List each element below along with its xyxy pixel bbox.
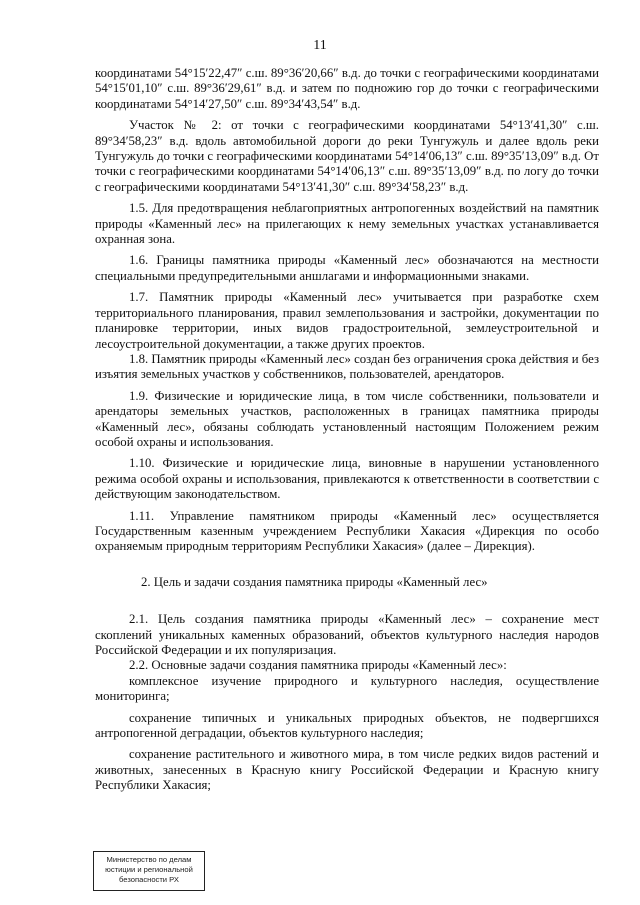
paragraph-1-9: 1.9. Физические и юридические лица, в том числе собственники, пользователи и арендаторы земельных участков, расположенных в границах памятника природы «Каменный лес», обязаны соблюдать установленный настоящим Положением режим особой охраны и использования. bbox=[95, 388, 599, 449]
paragraph-boundary-continuation: координатами 54°15′22,47″ с.ш. 89°36′20,66″ в.д. до точки с географическими координатами 54°15′01,10″ с.ш. 89°36′29,61″ в.д. и затем по подножию гор до точки с географическими координатами 54°14′27,50″ с.ш. 89°34′43,54″ в.д. bbox=[95, 66, 599, 111]
paragraph-plot-2: Участок № 2: от точки с географическими координатами 54°13′41,30″ с.ш. 89°34′58,23″ в.д. вдоль автомобильной дороги до реки Тунгужуль и далее вдоль реки Тунгужуль до точки с географическими координатами 54°14′06,13″ с.ш. 89°35′13,09″ в.д. От точки с географическими координатами 54°14′06,13″ с.ш. 89°35′13,09″ в.д. по логу до точки с географическими координатами 54°13′41,30″ с.ш. 89°34′58,23″ в.д. bbox=[95, 118, 599, 194]
task-item: сохранение типичных и уникальных природных объектов, не подвергшихся антропогенной деградации, объектов культурного наследия; bbox=[95, 710, 599, 741]
ministry-stamp bbox=[93, 851, 205, 891]
stamp-line: Министерство по делам bbox=[106, 855, 192, 864]
task-item: сохранение растительного и животного мира, в том числе редких видов растений и животных, занесенных в Красную книгу Российской Федерации и Красную книгу Республики Хакасия; bbox=[95, 747, 599, 793]
paragraph-1-10: 1.10. Физические и юридические лица, виновные в нарушении установленного режима особой охраны и использования, привлекаются к ответственности в соответствии с действующим законодательством. bbox=[95, 456, 599, 502]
paragraph-2-2: 2.2. Основные задачи создания памятника природы «Каменный лес»: bbox=[129, 658, 507, 673]
section-heading-2: 2. Цель и задачи создания памятника природы «Каменный лес» bbox=[141, 574, 488, 589]
task-item: комплексное изучение природного и культурного наследия, осуществление мониторинга; bbox=[95, 673, 599, 704]
paragraph-2-1: 2.1. Цель создания памятника природы «Каменный лес» – сохранение мест скоплений уникальных каменных образований, объектов культурного наследия народов Российской Федерации и их популяризация. bbox=[95, 612, 599, 657]
paragraph-1-7: 1.7. Памятник природы «Каменный лес» учитывается при разработке схем территориального планирования, правил землепользования и застройки, документации по планировке территории, иных видов градостроительной, землеустроительной и лесоустроительной документации, а также других проектов. bbox=[95, 290, 599, 351]
page-number: 11 bbox=[313, 38, 327, 53]
stamp-line: безопасности РХ bbox=[119, 875, 179, 884]
stamp-line: юстиции и региональной bbox=[105, 865, 193, 874]
paragraph-1-5: 1.5. Для предотвращения неблагоприятных антропогенных воздействий на памятник природы «Каменный лес» на прилегающих к нему земельных участках устанавливается охранная зона. bbox=[95, 201, 599, 247]
paragraph-1-8: 1.8. Памятник природы «Каменный лес» создан без ограничения срока действия и без изъятия земельных участков у собственников, пользователей, арендаторов. bbox=[95, 351, 599, 382]
paragraph-1-6: 1.6. Границы памятника природы «Каменный лес» обозначаются на местности специальными предупредительными аншлагами и информационными знаками. bbox=[95, 253, 599, 283]
paragraph-1-11: 1.11. Управление памятником природы «Каменный лес» осуществляется Государственным казенным учреждением Республики Хакасия «Дирекция по особо охраняемым природным территориям Республики Хакасия» (далее – Дирекция). bbox=[95, 508, 599, 554]
document-body bbox=[95, 66, 599, 794]
